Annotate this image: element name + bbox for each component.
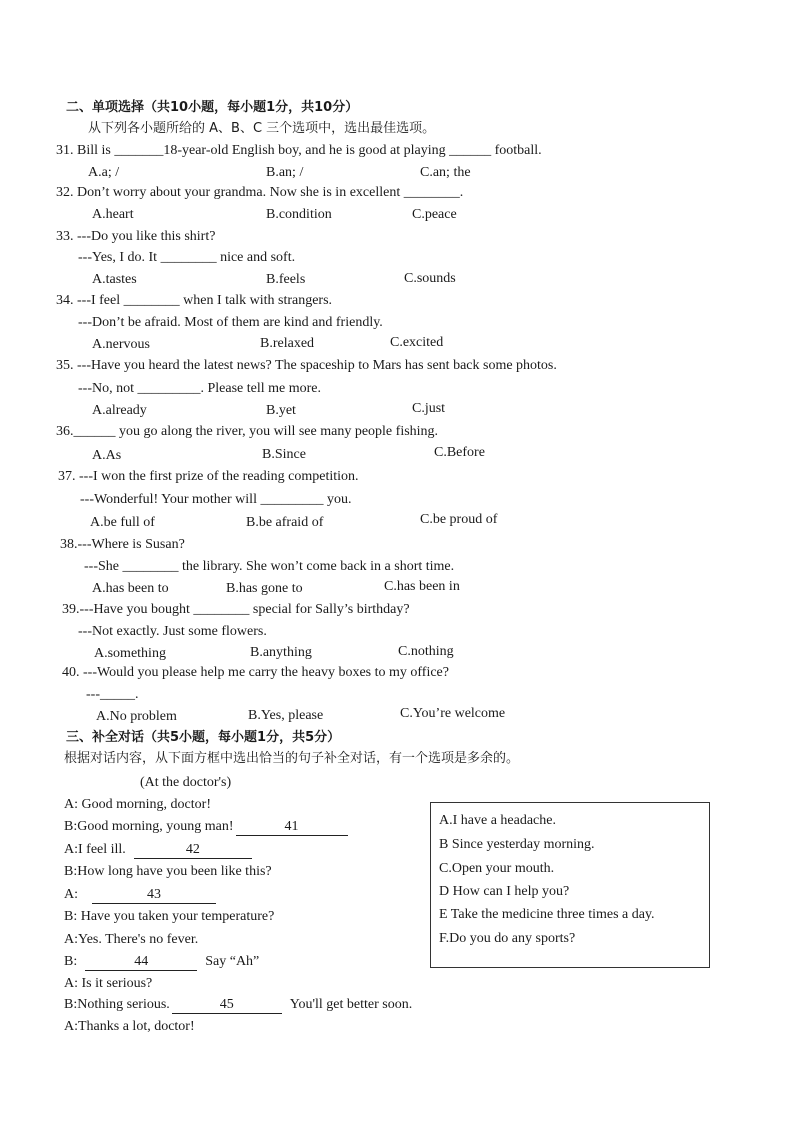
question-34-option-b[interactable]: B.relaxed [260,336,315,351]
dialogue-line-3-text: A:I feel ill. [64,842,126,857]
question-39-option-b[interactable]: B.anything [250,645,312,660]
section-3-title: 三、补全对话（共5小题，每小题1分，共5分） [66,730,341,745]
box-option-a[interactable]: A.I have a headache. [439,813,556,828]
question-36-stem: 36.______ you go along the river, you will see many people fishing. [56,424,439,439]
dialogue-setting: (At the doctor's) [140,775,232,790]
dialogue-line-8 [64,953,259,971]
dialogue-line-5-text: A: [64,887,78,902]
question-36-option-a[interactable]: A.As [92,448,122,463]
dialogue-line-9: A: Is it serious? [64,976,153,991]
question-35-line-2: ---No, not _________. Please tell me more. [78,381,322,396]
dialogue-line-10-text: B:Nothing serious. [64,997,170,1012]
question-34-line-2: ---Don’t be afraid. Most of them are kind and friendly. [78,315,383,330]
question-36-option-b[interactable]: B.Since [262,447,306,462]
box-option-b[interactable]: B Since yesterday morning. [439,837,595,852]
question-34-line-1: 34. ---I feel ________ when I talk with strangers. [56,293,333,308]
question-31-option-c[interactable]: C.an; the [420,165,471,180]
question-37-line-2: ---Wonderful! Your mother will _________ you. [80,492,352,507]
answer-blank-43[interactable]: 43 [92,887,216,904]
question-38-line-1: 38.---Where is Susan? [60,537,185,552]
question-37-option-b[interactable]: B.be afraid of [246,515,324,530]
question-38-option-c[interactable]: C.has been in [384,579,460,594]
dialogue-line-10-tail: You'll get better soon. [289,997,413,1012]
question-32-option-a[interactable]: A.heart [92,207,134,222]
question-40-option-b[interactable]: B.Yes, please [248,708,324,723]
section-2-instruction: 从下列各小题所给的 A、B、C 三个选项中，选出最佳选项。 [88,121,436,136]
box-option-e[interactable]: E Take the medicine three times a day. [439,907,655,922]
question-31-option-a[interactable]: A.a; / [88,165,120,180]
dialogue-line-8-text: B: [64,954,78,969]
question-37-option-a[interactable]: A.be full of [90,515,155,530]
question-35-option-c[interactable]: C.just [412,401,446,416]
answer-blank-44[interactable]: 44 [85,954,197,971]
dialogue-line-5 [64,886,216,904]
question-35-option-a[interactable]: A.already [92,403,147,418]
dialogue-line-1: A: Good morning, doctor! [64,797,211,812]
box-option-f[interactable]: F.Do you do any sports? [439,931,576,946]
question-36-option-c[interactable]: C.Before [434,445,485,460]
dialogue-line-3 [64,841,252,859]
answer-blank-41[interactable]: 41 [236,819,348,836]
question-32-stem: 32. Don’t worry about your grandma. Now she is in excellent ________. [56,185,464,200]
answer-blank-42[interactable]: 42 [134,842,252,859]
question-38-option-b[interactable]: B.has gone to [226,581,303,596]
question-34-option-a[interactable]: A.nervous [92,337,150,352]
question-33-option-c[interactable]: C.sounds [404,271,456,286]
question-39-option-c[interactable]: C.nothing [398,644,454,659]
question-37-line-1: 37. ---I won the first prize of the reading competition. [58,469,359,484]
question-32-option-c[interactable]: C.peace [412,207,457,222]
question-39-line-1: 39.---Have you bought ________ special for Sally’s birthday? [62,602,410,617]
question-39-option-a[interactable]: A.something [94,646,166,661]
box-option-c[interactable]: C.Open your mouth. [439,861,555,876]
question-37-option-c[interactable]: C.be proud of [420,512,498,527]
question-34-option-c[interactable]: C.excited [390,335,444,350]
question-38-option-a[interactable]: A.has been to [92,581,169,596]
dialogue-line-2 [64,818,348,836]
question-33-line-1: 33. ---Do you like this shirt? [56,229,216,244]
dialogue-line-4: B:How long have you been like this? [64,864,272,879]
dialogue-line-6: B: Have you taken your temperature? [64,909,275,924]
question-31-stem: 31. Bill is _______18-year-old English boy, and he is good at playing ______ football. [56,143,542,158]
question-40-line-1: 40. ---Would you please help me carry the heavy boxes to my office? [62,665,449,680]
question-40-option-c[interactable]: C.You’re welcome [400,706,506,721]
question-35-line-1: 35. ---Have you heard the latest news? The spaceship to Mars has sent back some photos. [56,358,557,373]
dialogue-line-8-tail: Say “Ah” [205,954,260,969]
question-32-option-b[interactable]: B.condition [266,207,332,222]
dialogue-line-10 [64,996,412,1014]
question-40-line-2: ---_____. [86,687,139,702]
dialogue-line-2-text: B:Good morning, young man! [64,819,234,834]
question-33-option-a[interactable]: A.tastes [92,272,137,287]
question-33-line-2: ---Yes, I do. It ________ nice and soft. [78,250,296,265]
dialogue-line-11: A:Thanks a lot, doctor! [64,1019,195,1034]
question-40-option-a[interactable]: A.No problem [96,709,177,724]
section-2-title: 二、单项选择（共10小题，每小题1分，共10分） [66,100,359,115]
question-39-line-2: ---Not exactly. Just some flowers. [78,624,267,639]
section-3-instruction: 根据对话内容，从下面方框中选出恰当的句子补全对话，有一个选项是多余的。 [64,751,520,766]
box-option-d[interactable]: D How can I help you? [439,884,570,899]
question-31-option-b[interactable]: B.an; / [266,165,304,180]
question-33-option-b[interactable]: B.feels [266,272,306,287]
dialogue-line-7: A:Yes. There's no fever. [64,932,199,947]
question-38-line-2: ---She ________ the library. She won’t come back in a short time. [84,559,455,574]
question-35-option-b[interactable]: B.yet [266,403,296,418]
answer-blank-45[interactable]: 45 [172,997,282,1014]
options-box [430,802,710,968]
